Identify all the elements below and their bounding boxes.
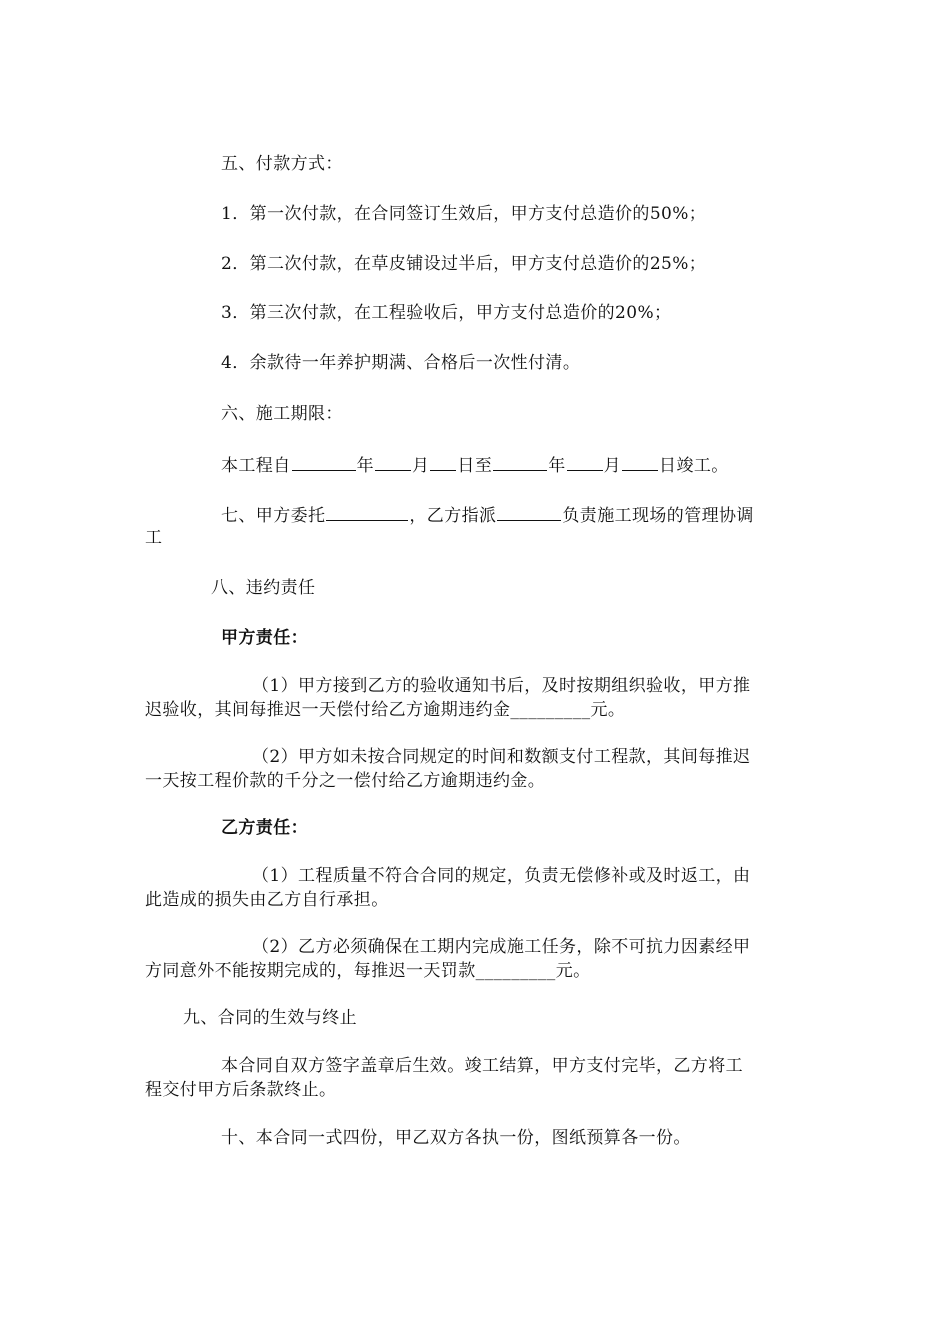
construction-period-line bbox=[221, 452, 729, 478]
section-6-title: 六、施工期限： bbox=[221, 404, 343, 424]
s7-text-3: 负责施工现场的管理协调 bbox=[562, 506, 754, 526]
section-9-line-1: 本合同自双方签字盖章后生效。竣工结算，甲方支付完毕，乙方将工 bbox=[221, 1056, 743, 1076]
payment-item-3: 3．第三次付款，在工程验收后，甲方支付总造价的20%； bbox=[221, 303, 672, 323]
start-year-blank bbox=[292, 452, 356, 471]
end-day-blank bbox=[622, 452, 658, 471]
party-a-delegate-blank bbox=[326, 502, 408, 521]
section-10: 十、本合同一式四份，甲乙双方各执一份，图纸预算各一份。 bbox=[221, 1128, 691, 1148]
section-7-line-2: 工 bbox=[145, 528, 163, 548]
period-text-2: 年 bbox=[356, 456, 375, 476]
section-5-title: 五、付款方式： bbox=[221, 154, 343, 174]
party-a-clause-2-line-2: 一天按工程价款的千分之一偿付给乙方逾期违约金。 bbox=[145, 771, 546, 791]
party-b-clause-2-line-2: 方同意外不能按期完成的，每推迟一天罚款_________元。 bbox=[145, 961, 591, 981]
party-b-clause-2-line-1: （2）乙方必须确保在工期内完成施工任务，除不可抗力因素经甲 bbox=[252, 937, 751, 957]
party-b-delegate-blank bbox=[497, 502, 561, 521]
period-text-3: 月 bbox=[412, 456, 430, 476]
payment-item-4: 4．余款待一年养护期满、合格后一次性付清。 bbox=[221, 353, 581, 373]
period-text-4: 日至 bbox=[457, 456, 493, 476]
section-7-line-1 bbox=[221, 502, 754, 528]
party-b-responsibility-title: 乙方责任： bbox=[221, 818, 308, 838]
period-text-7: 日竣工。 bbox=[659, 456, 729, 476]
party-b-clause-1-line-2: 此造成的损失由乙方自行承担。 bbox=[145, 890, 389, 910]
s7-text-2: ，乙方指派 bbox=[409, 506, 497, 526]
s7-text-1: 七、甲方委托 bbox=[221, 506, 326, 526]
payment-item-1: 1．第一次付款，在合同签订生效后，甲方支付总造价的50%； bbox=[221, 204, 707, 224]
section-9-line-2: 程交付甲方后条款终止。 bbox=[145, 1080, 337, 1100]
party-a-clause-2-line-1: （2）甲方如未按合同规定的时间和数额支付工程款，其间每推迟 bbox=[252, 747, 751, 767]
start-day-blank bbox=[430, 452, 456, 471]
section-8-title: 八、违约责任 bbox=[211, 578, 316, 598]
end-month-blank bbox=[567, 452, 603, 471]
payment-item-2: 2．第二次付款，在草皮铺设过半后，甲方支付总造价的25%； bbox=[221, 254, 707, 274]
period-text-6: 月 bbox=[603, 456, 622, 476]
period-text-5: 年 bbox=[548, 456, 566, 476]
party-a-clause-1-line-2: 迟验收，其间每推迟一天偿付给乙方逾期违约金_________元。 bbox=[145, 700, 626, 720]
section-9-title: 九、合同的生效与终止 bbox=[183, 1008, 357, 1028]
start-month-blank bbox=[375, 452, 411, 471]
party-b-clause-1-line-1: （1）工程质量不符合合同的规定，负责无偿修补或及时返工，由 bbox=[252, 866, 751, 886]
period-text-1: 本工程自 bbox=[221, 456, 291, 476]
end-year-blank bbox=[493, 452, 547, 471]
party-a-responsibility-title: 甲方责任： bbox=[221, 628, 308, 648]
party-a-clause-1-line-1: （1）甲方接到乙方的验收通知书后，及时按期组织验收，甲方推 bbox=[252, 676, 751, 696]
